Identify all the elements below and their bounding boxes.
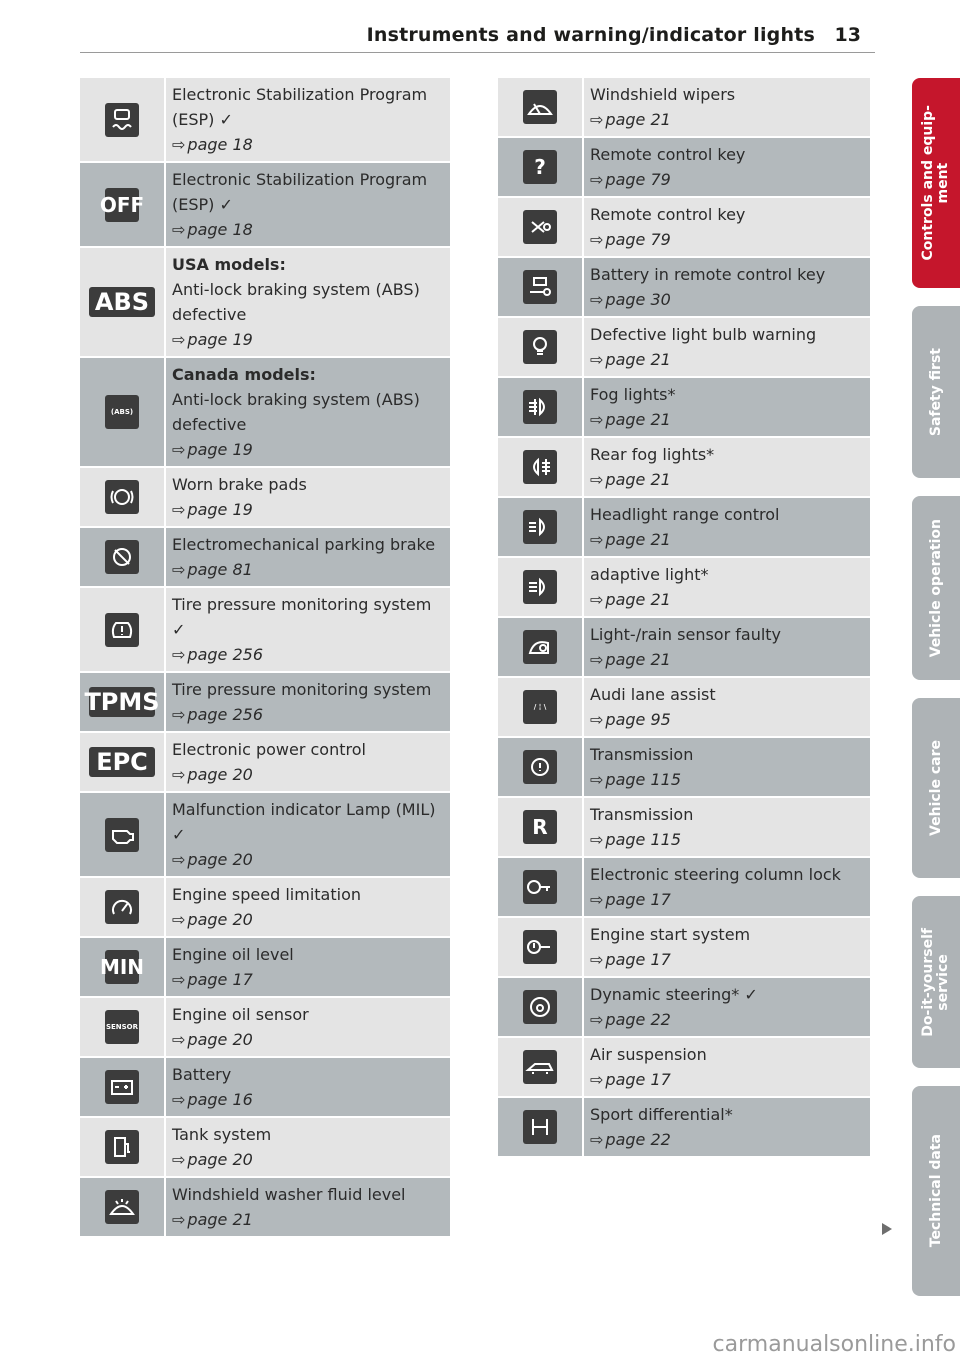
chapter-tab[interactable]	[912, 78, 960, 288]
indicator-text	[166, 1118, 450, 1176]
indicator-icon-cell	[498, 1038, 584, 1096]
indicator-title: adaptive light*	[590, 565, 709, 584]
indicator-row	[498, 918, 870, 978]
indicator-text	[584, 678, 870, 736]
indicator-row	[80, 248, 450, 358]
indicator-row	[498, 858, 870, 918]
page-arrow-icon: ⇨	[590, 170, 604, 189]
page-arrow-icon: ⇨	[590, 290, 604, 309]
indicator-icon-cell	[80, 163, 166, 246]
page-reference-link[interactable]	[172, 907, 444, 932]
page-reference-text: page 21	[187, 1210, 253, 1229]
indicator-text	[166, 733, 450, 791]
page-reference-text: page 17	[605, 890, 671, 909]
indicator-icon-cell	[80, 78, 166, 161]
page-reference-link[interactable]	[172, 557, 444, 582]
lane-assist-icon: / ¦ \	[523, 690, 557, 724]
page-reference-link[interactable]	[172, 1207, 444, 1232]
indicator-icon-cell	[498, 378, 584, 436]
chapter-tab-label: Safety first	[927, 347, 944, 437]
indicator-title: Electronic power control	[172, 740, 366, 759]
page-arrow-icon: ⇨	[590, 770, 604, 789]
indicator-text	[584, 138, 870, 196]
page-arrow-icon: ⇨	[590, 590, 604, 609]
chapter-tab-label: Vehicle care	[927, 740, 944, 836]
indicator-row	[498, 618, 870, 678]
page-reference-text: page 18	[187, 135, 253, 154]
indicator-title: Headlight range control	[590, 505, 780, 524]
indicator-icon-cell	[498, 558, 584, 616]
adaptive-light-icon	[523, 570, 557, 604]
rain-sensor-icon	[523, 630, 557, 664]
indicator-text	[166, 878, 450, 936]
page-arrow-icon: ⇨	[172, 135, 186, 154]
indicator-row	[498, 558, 870, 618]
page-reference-text: page 22	[605, 1130, 671, 1149]
indicator-icon-cell	[498, 1098, 584, 1156]
indicator-title: Remote control key	[590, 145, 746, 164]
chapter-tab-label: Technical data	[927, 1134, 944, 1248]
page-reference-link[interactable]	[590, 767, 864, 792]
page-arrow-icon: ⇨	[590, 830, 604, 849]
page-reference-link[interactable]	[590, 947, 864, 972]
page-reference-link[interactable]	[590, 527, 864, 552]
page-reference-link[interactable]	[172, 1087, 444, 1112]
indicator-text	[584, 378, 870, 436]
page-reference-text: page 115	[605, 770, 681, 789]
page-arrow-icon: ⇨	[590, 230, 604, 249]
sport-differential-icon	[523, 1110, 557, 1144]
indicator-text	[166, 673, 450, 731]
page-arrow-icon: ⇨	[172, 850, 186, 869]
battery-icon	[105, 1070, 139, 1104]
fuel-icon	[105, 1130, 139, 1164]
indicator-row	[80, 998, 450, 1058]
indicator-title: Electronic Stabilization Program (ESP) ✓	[172, 85, 428, 129]
transmission-r-icon: R	[523, 810, 557, 844]
page-arrow-icon: ⇨	[172, 220, 186, 239]
oil-sensor-icon: SENSOR	[105, 1010, 139, 1044]
indicator-title: Light-/rain sensor faulty	[590, 625, 782, 644]
indicator-title: Canada models:	[172, 365, 316, 384]
headlight-range-icon	[523, 510, 557, 544]
abs-circle-icon: (ABS)	[105, 395, 139, 429]
indicator-title: Engine speed limitation	[172, 885, 361, 904]
page-reference-link[interactable]	[590, 347, 864, 372]
indicator-text	[166, 1058, 450, 1116]
indicator-text	[584, 1098, 870, 1156]
indicator-icon-cell	[498, 978, 584, 1036]
page-header	[80, 22, 875, 53]
indicator-title: Tire pressure monitoring system	[172, 680, 432, 699]
indicator-text	[584, 198, 870, 256]
indicator-title: USA models:	[172, 255, 286, 274]
page-reference-link[interactable]	[590, 587, 864, 612]
page-arrow-icon: ⇨	[172, 330, 186, 349]
page-number: 13	[834, 24, 861, 46]
indicator-row	[80, 78, 450, 163]
indicator-icon-cell	[498, 438, 584, 496]
indicator-icon-cell	[80, 248, 166, 356]
page-arrow-icon: ⇨	[172, 970, 186, 989]
indicator-title: Engine start system	[590, 925, 751, 944]
chapter-tab-label: Controls and equip- ment	[920, 105, 951, 261]
indicator-icon-cell	[80, 1118, 166, 1176]
page-reference-text: page 21	[605, 530, 671, 549]
page-reference-text: page 21	[605, 110, 671, 129]
left-indicator-table	[80, 78, 450, 1238]
indicator-icon-cell	[498, 798, 584, 856]
indicator-text	[166, 468, 450, 526]
header-title: Instruments and warning/indicator lights	[366, 24, 815, 46]
page-arrow-icon: ⇨	[172, 705, 186, 724]
remote-key-question-icon: ?	[523, 150, 557, 184]
indicator-icon-cell	[498, 318, 584, 376]
indicator-title: Electronic Stabilization Program (ESP) ✓	[172, 170, 428, 214]
indicator-icon-cell	[80, 998, 166, 1056]
page-reference-link[interactable]	[172, 702, 444, 727]
page-reference-link[interactable]	[590, 407, 864, 432]
indicator-text	[584, 498, 870, 556]
key-battery-icon	[523, 270, 557, 304]
dynamic-steering-icon	[523, 990, 557, 1024]
page-arrow-icon: ⇨	[172, 1030, 186, 1049]
indicator-subtitle: Anti-lock braking system (ABS) defective	[172, 390, 420, 434]
indicator-text	[584, 558, 870, 616]
indicator-row	[498, 678, 870, 738]
indicator-icon-cell	[80, 1058, 166, 1116]
brake-pads-icon	[105, 480, 139, 514]
page-reference-text: page 21	[605, 590, 671, 609]
indicator-icon-cell	[498, 858, 584, 916]
oil-level-icon: MIN	[105, 950, 139, 984]
indicator-title: Air suspension	[590, 1045, 707, 1064]
indicator-row	[498, 378, 870, 438]
right-indicator-table	[498, 78, 870, 1158]
indicator-row	[498, 78, 870, 138]
indicator-text	[166, 938, 450, 996]
indicator-row	[498, 498, 870, 558]
page-reference-link[interactable]	[172, 217, 444, 242]
indicator-subtitle: Anti-lock braking system (ABS) defective	[172, 280, 420, 324]
indicator-title: Engine oil sensor	[172, 1005, 309, 1024]
indicator-title: Audi lane assist	[590, 685, 716, 704]
page-arrow-icon: ⇨	[590, 710, 604, 729]
page-arrow-icon: ⇨	[590, 950, 604, 969]
indicator-row	[80, 878, 450, 938]
page-reference-link[interactable]	[172, 847, 444, 872]
page-reference-link[interactable]	[172, 1027, 444, 1052]
transmission-gear-icon	[523, 750, 557, 784]
indicator-title: Worn brake pads	[172, 475, 307, 494]
indicator-row	[498, 1038, 870, 1098]
page-reference-link[interactable]	[590, 887, 864, 912]
indicator-icon-cell	[80, 793, 166, 876]
indicator-icon-cell	[498, 618, 584, 676]
page-reference-link[interactable]	[172, 497, 444, 522]
continue-arrow-icon	[882, 1223, 892, 1235]
page-reference-text: page 16	[187, 1090, 253, 1109]
indicator-row	[498, 798, 870, 858]
indicator-icon-cell	[80, 468, 166, 526]
page-reference-link[interactable]	[590, 467, 864, 492]
page-reference-link[interactable]	[172, 327, 444, 352]
page-arrow-icon: ⇨	[172, 645, 186, 664]
wipers-icon	[523, 90, 557, 124]
page-reference-text: page 30	[605, 290, 671, 309]
indicator-icon-cell	[80, 528, 166, 586]
page-arrow-icon: ⇨	[590, 890, 604, 909]
indicator-icon-cell	[80, 938, 166, 996]
indicator-row	[498, 138, 870, 198]
indicator-row	[80, 733, 450, 793]
page-reference-link[interactable]	[590, 707, 864, 732]
indicator-row	[498, 978, 870, 1038]
parking-brake-icon	[105, 540, 139, 574]
page-arrow-icon: ⇨	[172, 560, 186, 579]
page-reference-text: page 21	[605, 470, 671, 489]
indicator-text	[584, 1038, 870, 1096]
page-reference-text: page 81	[187, 560, 253, 579]
page-arrow-icon: ⇨	[590, 350, 604, 369]
page-reference-text: page 19	[187, 440, 253, 459]
indicator-text	[166, 248, 450, 356]
indicator-row	[80, 1178, 450, 1238]
chapter-tab[interactable]	[912, 698, 960, 878]
indicator-text	[584, 78, 870, 136]
indicator-text	[166, 1178, 450, 1236]
esp-icon	[105, 103, 139, 137]
page-arrow-icon: ⇨	[172, 765, 186, 784]
page-reference-link[interactable]	[590, 647, 864, 672]
indicator-row	[80, 1058, 450, 1118]
indicator-row	[498, 198, 870, 258]
indicator-row	[80, 793, 450, 878]
indicator-text	[166, 163, 450, 246]
page-reference-link[interactable]	[590, 287, 864, 312]
page-reference-text: page 79	[605, 230, 671, 249]
page-reference-text: page 21	[605, 410, 671, 429]
page-arrow-icon: ⇨	[172, 1150, 186, 1169]
indicator-icon-cell	[498, 498, 584, 556]
page-reference-link[interactable]	[590, 107, 864, 132]
page-arrow-icon: ⇨	[172, 500, 186, 519]
indicator-icon-cell	[498, 198, 584, 256]
indicator-row	[80, 468, 450, 528]
bulb-warning-icon	[523, 330, 557, 364]
page-reference-link[interactable]	[590, 1067, 864, 1092]
page-reference-text: page 20	[187, 850, 253, 869]
indicator-title: Electromechanical parking brake	[172, 535, 436, 554]
page-arrow-icon: ⇨	[172, 1090, 186, 1109]
indicator-title: Fog lights*	[590, 385, 676, 404]
engine-icon	[105, 818, 139, 852]
indicator-text	[584, 258, 870, 316]
page-arrow-icon: ⇨	[172, 910, 186, 929]
indicator-title: Defective light bulb warning	[590, 325, 817, 344]
indicator-row	[80, 588, 450, 673]
page-reference-link[interactable]	[590, 827, 864, 852]
indicator-icon-cell	[80, 588, 166, 671]
indicator-icon-cell	[80, 673, 166, 731]
indicator-row	[498, 738, 870, 798]
page-reference-text: page 21	[605, 650, 671, 669]
page-reference-link[interactable]	[590, 1007, 864, 1032]
page-reference-text: page 19	[187, 500, 253, 519]
page-reference-text: page 22	[605, 1010, 671, 1029]
indicator-title: Malfunction indicator Lamp (MIL) ✓	[172, 800, 436, 844]
indicator-title: Windshield wipers	[590, 85, 736, 104]
indicator-title: Rear fog lights*	[590, 445, 715, 464]
chapter-tab[interactable]	[912, 496, 960, 680]
page-reference-text: page 21	[605, 350, 671, 369]
tire-pressure-icon	[105, 613, 139, 647]
page-reference-text: page 18	[187, 220, 253, 239]
page-arrow-icon: ⇨	[590, 410, 604, 429]
page-reference-text: page 19	[187, 330, 253, 349]
page-arrow-icon: ⇨	[590, 1130, 604, 1149]
fog-light-icon	[523, 390, 557, 424]
epc-text-icon: EPC	[89, 747, 155, 777]
indicator-text	[584, 798, 870, 856]
page-reference-text: page 256	[187, 705, 263, 724]
indicator-icon-cell	[80, 358, 166, 466]
indicator-text	[166, 588, 450, 671]
indicator-title: Electronic steering column lock	[590, 865, 841, 884]
indicator-row	[80, 358, 450, 468]
indicator-row	[80, 938, 450, 998]
indicator-title: Dynamic steering* ✓	[590, 985, 758, 1004]
chapter-tab[interactable]	[912, 306, 960, 478]
steering-lock-icon	[523, 870, 557, 904]
indicator-icon-cell	[498, 918, 584, 976]
chapter-tab[interactable]	[912, 896, 960, 1068]
indicator-row	[498, 438, 870, 498]
indicator-icon-cell	[498, 138, 584, 196]
page-reference-text: page 95	[605, 710, 671, 729]
page-reference-text: page 17	[605, 950, 671, 969]
page-reference-text: page 20	[187, 910, 253, 929]
chapter-tab-label: Do-it-yourself service	[920, 927, 951, 1037]
indicator-icon-cell	[80, 733, 166, 791]
air-suspension-icon	[523, 1050, 557, 1084]
page-reference-text: page 17	[605, 1070, 671, 1089]
page-reference-link[interactable]	[172, 762, 444, 787]
page-reference-link[interactable]	[172, 967, 444, 992]
indicator-text	[166, 78, 450, 161]
indicator-title: Transmission	[590, 805, 694, 824]
page-arrow-icon: ⇨	[590, 110, 604, 129]
indicator-title: Tire pressure monitoring system ✓	[172, 595, 432, 639]
page-reference-text: page 256	[187, 645, 263, 664]
page-arrow-icon: ⇨	[590, 650, 604, 669]
page-reference-link[interactable]	[172, 132, 444, 157]
indicator-title: Transmission	[590, 745, 694, 764]
page-arrow-icon: ⇨	[590, 1070, 604, 1089]
indicator-text	[584, 978, 870, 1036]
indicator-title: Engine oil level	[172, 945, 294, 964]
page-arrow-icon: ⇨	[172, 1210, 186, 1229]
indicator-text	[166, 528, 450, 586]
indicator-title: Sport differential*	[590, 1105, 733, 1124]
page-arrow-icon: ⇨	[590, 530, 604, 549]
indicator-text	[584, 318, 870, 376]
watermark: carmanualsonline.info	[712, 1332, 956, 1357]
page-arrow-icon: ⇨	[172, 440, 186, 459]
chapter-tab[interactable]	[912, 1086, 960, 1296]
indicator-title: Battery	[172, 1065, 232, 1084]
page-reference-text: page 20	[187, 765, 253, 784]
page-reference-text: page 17	[187, 970, 253, 989]
indicator-icon-cell	[498, 78, 584, 136]
abs-text-icon: ABS	[89, 287, 155, 317]
page-reference-link[interactable]	[172, 642, 444, 667]
rear-fog-icon	[523, 450, 557, 484]
indicator-text	[166, 358, 450, 466]
page-reference-link[interactable]	[590, 1127, 864, 1152]
indicator-icon-cell	[498, 678, 584, 736]
indicator-row	[498, 258, 870, 318]
remote-key-cross-icon	[523, 210, 557, 244]
indicator-text	[166, 998, 450, 1056]
tpms-text-icon: TPMS	[84, 688, 160, 716]
indicator-row	[80, 1118, 450, 1178]
indicator-icon-cell	[498, 258, 584, 316]
page-reference-link[interactable]	[172, 1147, 444, 1172]
indicator-icon-cell	[498, 738, 584, 796]
page-reference-text: page 20	[187, 1150, 253, 1169]
chapter-tab-label: Vehicle operation	[927, 518, 944, 658]
page-reference-link[interactable]	[590, 227, 864, 252]
indicator-row	[80, 163, 450, 248]
page-reference-link[interactable]	[590, 167, 864, 192]
indicator-text	[584, 438, 870, 496]
indicator-row	[498, 1098, 870, 1158]
indicator-row	[80, 673, 450, 733]
indicator-title: Battery in remote control key	[590, 265, 826, 284]
page-reference-text: page 79	[605, 170, 671, 189]
indicator-title: Windshield washer fluid level	[172, 1185, 406, 1204]
page-arrow-icon: ⇨	[590, 470, 604, 489]
page-reference-text: page 115	[605, 830, 681, 849]
indicator-row	[498, 318, 870, 378]
esp-off-icon: OFF	[105, 188, 139, 222]
page-reference-link[interactable]	[172, 437, 444, 462]
indicator-row	[80, 528, 450, 588]
engine-start-icon	[523, 930, 557, 964]
indicator-text	[584, 858, 870, 916]
indicator-title: Remote control key	[590, 205, 746, 224]
indicator-text	[584, 918, 870, 976]
indicator-title: Tank system	[172, 1125, 272, 1144]
indicator-text	[584, 618, 870, 676]
page-arrow-icon: ⇨	[590, 1010, 604, 1029]
washer-fluid-icon	[105, 1190, 139, 1224]
indicator-icon-cell	[80, 1178, 166, 1236]
indicator-text	[584, 738, 870, 796]
page-reference-text: page 20	[187, 1030, 253, 1049]
speed-limit-icon	[105, 890, 139, 924]
indicator-text	[166, 793, 450, 876]
indicator-icon-cell	[80, 878, 166, 936]
